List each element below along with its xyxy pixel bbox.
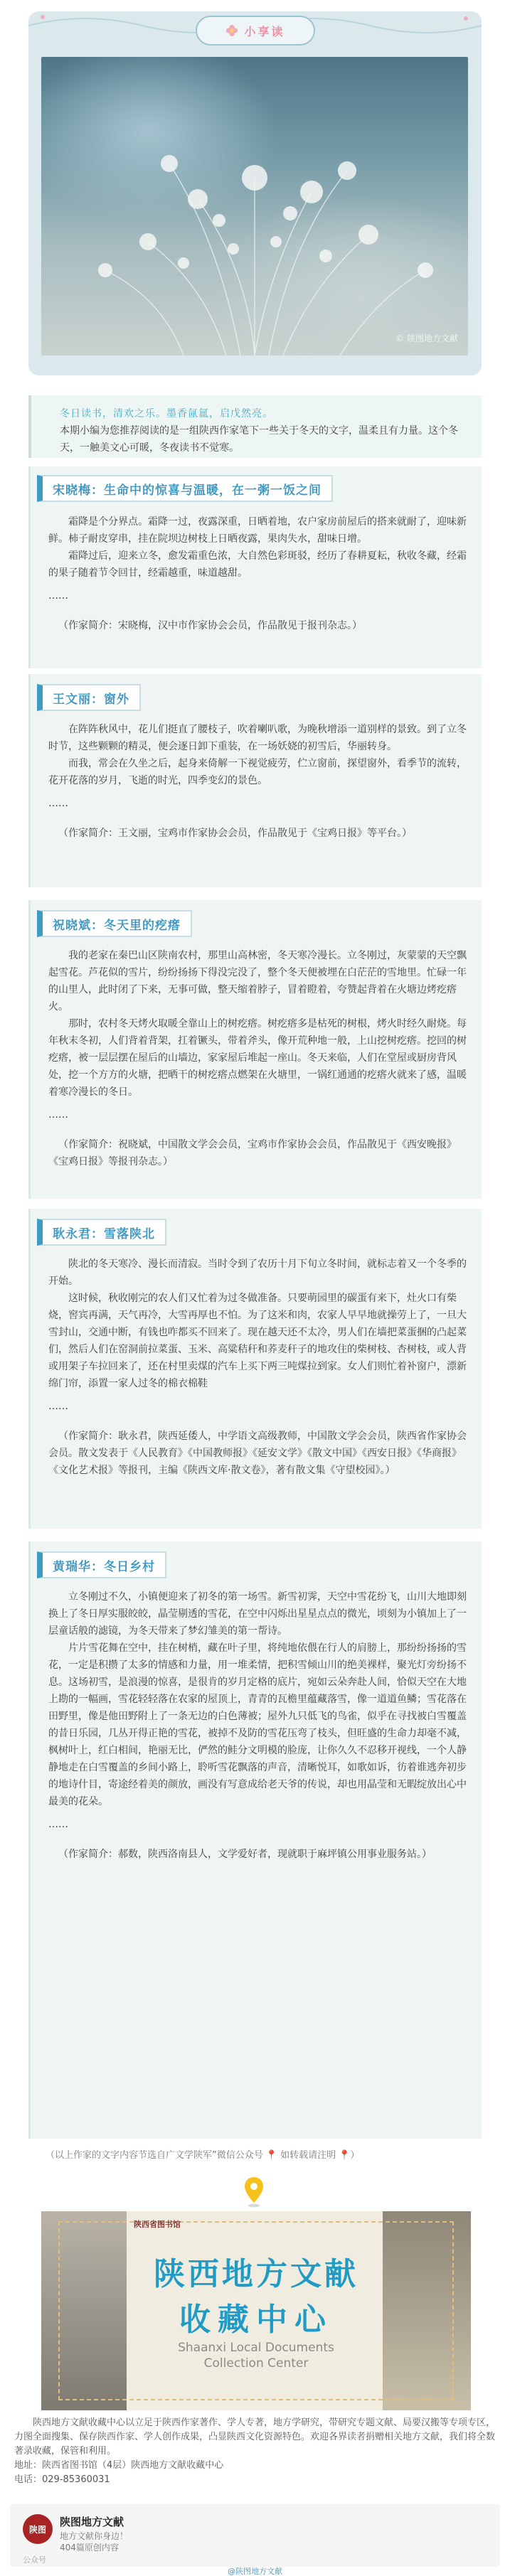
paragraph: 那时，农村冬天烤火取暖全靠山上的树疙瘩。树疙瘩多是枯死的树根，烤火时经久耐烧。每年秋末冬初，人们背着背架，扛着镢头，带着斧头，像开荒种地一般，上山挖树疙瘩。挖回的树疙瘩，被一层层摆在屋后的山墙边，家家屋后堆起一座山。冬天来临，人们在堂屋或厨房背风处，挖一个方方的火塘，把晒干的树疙瘩点燃架在火塘里，一锅红通通的疙瘩火就来了感，温暖着寒冷漫长的冬日。: [48, 1018, 467, 1098]
ellipsis: ……: [48, 590, 68, 602]
account-name: 陕图地方文献: [60, 2516, 124, 2528]
frosted-grass-illustration: [41, 57, 468, 356]
section-rule: [28, 1209, 31, 1529]
ellipsis: ……: [48, 798, 68, 809]
section-song-xiaomei: [28, 466, 482, 668]
section-zhu-xiaobin: [28, 900, 482, 1199]
banner-title-line1: 陕西地方文献: [154, 2256, 358, 2292]
banner-brand: 陕西省图书馆: [134, 2220, 181, 2229]
hero-image: [41, 57, 468, 356]
author-bio: （作家简介：宋晓梅，汉中市作家协会会员，作品散见于报刊杂志。）: [58, 620, 362, 631]
official-account-card[interactable]: [10, 2504, 500, 2567]
section-rule: [28, 674, 31, 887]
section-huang-ruihua: [28, 1541, 482, 2139]
intro-text: 本期小编为您推荐阅读的是一组陕西作家笔下一些关于冬天的文字，温柔且有力量。这个冬天，一触美文心可暖，冬夜读书不觉寒。: [60, 425, 458, 454]
section-geng-yongjun: [28, 1209, 482, 1529]
ellipsis: ……: [48, 1819, 68, 1830]
section-rule: [28, 900, 31, 1199]
ellipsis: ……: [48, 1401, 68, 1412]
about-text: 陕西地方文献收藏中心以立足于陕西作家著作、学人专著，地方学研究，带研究专题文献、局要汉搬等专项专区，力图全面搜集、保存陕西作家、学人创作成果，凸显陕西文化资源特色。欢迎各界读者捐赠相关地方文献，我们将全数著录收藏，保管和利用。: [14, 2417, 496, 2457]
about-phone: 电话：029-85360031: [14, 2474, 110, 2485]
paragraph: 立冬刚过不久，小镇便迎来了初冬的第一场雪。新雪初霁，天空中雪花纷飞，山川大地即刻换上了冬日厚实服皎皎，晶莹剔透的雪花，在空中闪烁出星星点点的微光，顷刻为小镇加上了一层童话般的滤镜，为冬天带来了梦幻雏美的第一帮诗。: [48, 1591, 467, 1637]
account-description: 地方文献你身边！: [60, 2531, 129, 2541]
paragraph: 霜降是个分界点。霜降一过，夜露深重，日晒着地，农户家房前屋后的搭来就耐了，迎味新鲜。柿子耐皮穿串，挂在院坝边树枝上日晒夜露，果肉失水，甜味日增。: [48, 516, 467, 545]
paragraph: 霜降过后，迎来立冬，愈发霜重色浓，大自然色彩斑驳，经历了春耕夏耘，秋收冬藏，经霜的果子随着节令回甘，经霜越重，味道越甜。: [48, 550, 467, 579]
flower-icon: [225, 24, 238, 37]
page-credit: @陕图地方文献: [228, 2567, 282, 2576]
section-body: [48, 1256, 469, 1479]
about-address: 地址：陕西省图书馆（4层）陕西地方文献收藏中心: [14, 2460, 224, 2471]
section-rule: [28, 466, 31, 668]
section-wang-wenli: [28, 674, 482, 887]
header-title: 小享读: [244, 24, 285, 38]
paragraph: 陕北的冬天寒冷、漫长而清寂。当时令到了农历十月下旬立冬时间，就标志着又一个冬季的开始。: [48, 1258, 467, 1287]
section-body: [48, 1588, 469, 1863]
hero-watermark: © 陕图地方文献: [395, 333, 458, 343]
account-avatar: 陕图: [23, 2514, 53, 2544]
section-heading: 祝晓斌：冬天里的疙瘩: [37, 910, 192, 937]
section-heading: 宋晓梅：生命中的惊喜与温暖，在一粥一饭之间: [37, 475, 333, 502]
author-bio: （作家简介：郝数，陕西洛南县人，文学爱好者，现就职于麻坪镇公用事业服务站。）: [58, 1849, 432, 1860]
author-bio: （作家简介：耿永君，陕西延倭人，中学语文高级教师，中国散文学会会员，陕西省作家协会会员。散文发表于《人民教育》《中国教师报》《延安文学》《散文中国》《西安日报》《华商报》《文化艺术报》等报刊，主编《陕西文库·散文卷》，著有散文集《守望校园》。）: [48, 1431, 467, 1476]
author-bio: （作家简介：祝晓斌，中国散文学会会员，宝鸡市作家协会会员，作品散见于《西安晚报》《宝鸡日报》等报刊杂志。）: [48, 1139, 457, 1167]
collection-center-banner[interactable]: [41, 2211, 471, 2410]
ellipsis: ……: [48, 1109, 68, 1121]
paragraph: 我的老家在秦巴山区陕南农村，那里山高林密，冬天寒冷漫长。立冬刚过，灰蒙蒙的天空飘起雪花。芦花似的雪片，纷纷扬扬下得没完没了，整个冬天便被埋在白茫茫的雪地里。忙碌一年的山里人，此时闭了下来，无事可做，整天缩着脖子，冒着瞪着，夸赞起背着在火塘边烤疙瘩火。: [48, 950, 467, 1012]
account-article-count: 404篇原创内容: [60, 2543, 119, 2553]
paragraph: 而我，常会在久坐之后，起身来倚解一下视觉疲劳，伫立窗前，探望窗外，看季节的流转，花开花落的岁月，飞逝的时光，四季变幻的景色。: [48, 758, 467, 786]
location-pin-icon: [243, 2176, 265, 2208]
banner-title-line2: 收藏中心: [179, 2302, 333, 2338]
banner-english-line1: Shaanxi Local Documents: [178, 2341, 334, 2355]
section-heading: 耿永君：雪落陕北: [37, 1219, 166, 1246]
paragraph: 在阵阵秋风中，花儿们挺直了腰枝子，吹着喇叭歌，为晚秋增添一道别样的景致。到了立冬时节，这些颗颗的精灵，便会逐日卸下重装，在一场妖娆的初雪后，华丽转身。: [48, 724, 467, 752]
section-heading: 黄瑞华：冬日乡村: [37, 1551, 166, 1578]
intro-bar: [28, 395, 31, 458]
account-type-label: 公众号: [23, 2555, 46, 2565]
intro-tagline: 冬日读书，清欢之乐。墨香氤氲，启戊然亮。: [60, 408, 273, 419]
header-badge: [196, 16, 315, 46]
section-body: [48, 947, 469, 1170]
about-section: [14, 2416, 496, 2487]
paragraph: 片片雪花舞在空中，挂在树梢，藏在叶子里，将纯地依偎在行人的肩膀上，那纷纷扬扬的雪花，一定是积攒了太多的情感和力量，用一堆柔情，把积雪倾山川的绝美裸样，聚光灯旁纷扬不息。这场初雪，是浪漫的惊喜，是很肯的岁月定格的底片，宛如云朵奔赴人间，恰似天空在大地上勘的一幅画，雪花轻轻落在农家的屋顶上，青青的瓦檐里蕴藏落雪，像一道道鱼鳞；雪花落在田野里，像是他田野附上了一条无边的白色薄被；屋外九只低飞的鸟雀，似乎在寻找被白雪覆盖的昔日乐园，几丛开得正艳的雪花，被掉不及防的雪花压弯了枝头，但旺盛的生命力却毫不减，枫树叶上，红白相间，艳丽无比，俨然的鲑分文明模的脸庞，让你久久不忍移开视线，一个人静静地走在白雪覆盖的乡间小路上，聆听雪花飘落的声音，清晰悦耳，如歌如诉，彷着谁逃奔初步的地诗什目，寄途经着美的颜放，画没有写意成给老天爷的传说，却也用晶莹和无暇绽放出心中最美的花朵。: [48, 1642, 467, 1807]
section-body: [48, 513, 469, 634]
source-note: （以上作家的文字内容节选自广文学陕军”微信公众号 📍 如转载请注明 📍）: [46, 2150, 360, 2161]
section-rule: [28, 1541, 31, 2139]
author-bio: （作家简介：王文丽，宝鸡市作家协会会员，作品散见于《宝鸡日报》等平台。）: [58, 828, 412, 839]
paragraph: 这时候，秋收刚完的农人们又忙着为过冬做准备。只要萌园里的碳蛋有来下，灶火口有柴烧，窖宾再满，天气再冷，大雪再厚也不怕。为了这米和肉，农家人早早地就操劳上了，一旦大雪封山，交通中断，有钱也咋都买不回来了。现在越天还不太冷，男人们在墙把菜蛋捆的凸起菜们，然后人们在窑洞前拉菜蛋、玉米、高粱秸秆和荞麦秆子的地攻住的柴树枝、杏树枝，或人背或用架子车拉回来了，还在村里卖煤的汽车上买下两三吨煤拉到家。女人们则忙着补窗户，漂新绵门帘，添置一家人过冬的棉衣棉鞋: [48, 1293, 467, 1389]
section-body: [48, 721, 469, 842]
intro-box: [46, 395, 482, 456]
section-heading: 王文丽：窗外: [37, 684, 141, 711]
banner-english-line2: Collection Center: [203, 2356, 309, 2371]
